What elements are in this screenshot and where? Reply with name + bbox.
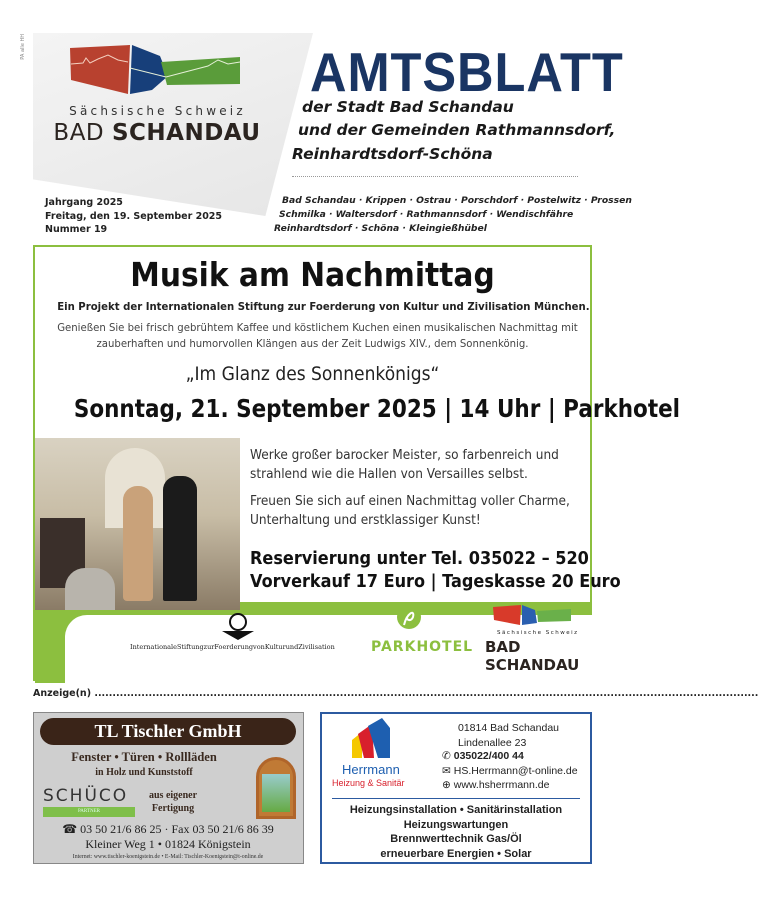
- event-poster: [33, 245, 681, 681]
- herrmann-tagline: Heizung & Sanitär: [332, 778, 405, 788]
- herrmann-street: Lindenallee 23: [458, 736, 527, 749]
- ads-label: Anzeige(n) ........................................................................................................................................................................................: [33, 688, 758, 699]
- page-title: AMTSBLATT: [310, 41, 624, 103]
- town-logo-small: [493, 603, 573, 627]
- schueco-logo: SCHÜCO: [43, 786, 129, 806]
- event-prices: Vorverkauf 17 Euro | Tageskasse 20 Euro: [250, 572, 621, 592]
- tischler-web: Internet: www.tischler-koenigstein.de • E-Mail: Tischler-Koenigstein@t-online.de: [72, 854, 264, 860]
- event-text-1: Werke großer barocker Meister, so farbenreich und strahlend wie die Hallen von Versailles selbst.: [250, 448, 559, 482]
- herrmann-city: 01814 Bad Schandau: [458, 722, 560, 734]
- event-motto: „Im Glanz des Sonnenkönigs“: [185, 363, 440, 385]
- subtitle-line-2: und der Gemeinden Rathmannsdorf,: [298, 121, 616, 139]
- divider: [292, 176, 578, 177]
- schueco-tag: PARTNER: [43, 807, 135, 817]
- ad-herrmann: [320, 712, 592, 864]
- town-region-small: Sächsische Schweiz: [497, 630, 579, 636]
- event-reservation: Reservierung unter Tel. 035022 – 520: [250, 549, 589, 569]
- herrmann-logo: [350, 718, 390, 758]
- logo-region: Sächsische Schweiz: [69, 104, 246, 118]
- herrmann-contact: [458, 721, 559, 750]
- herrmann-name: Herrmann: [342, 762, 400, 777]
- issue-volume: Jahrgang 2025: [45, 197, 123, 208]
- subtitle-line-3: Reinhardtsdorf-Schöna: [292, 145, 493, 163]
- globe-icon: ⊕: [442, 779, 451, 791]
- event-intro-2: zauberhaften und humorvollen Klängen aus der Zeit Ludwigs XIV., dem Sonnenkönig.: [96, 337, 529, 350]
- tischler-products: Fenster • Türen • Rollläden: [71, 750, 217, 764]
- event-project: Ein Projekt der Internationalen Stiftung zur Foerderung von Kultur und Zivilisation München.: [57, 300, 590, 313]
- logo-town: BAD SCHANDAU: [53, 120, 261, 146]
- places-line-3: Reinhardtsdorf · Schöna · Kleingießhübel: [274, 223, 487, 234]
- tischler-address: Kleiner Weg 1 • 01824 Königstein: [85, 837, 251, 851]
- herrmann-email: HS.Herrmann@t-online.de: [453, 764, 578, 777]
- tischler-material: in Holz und Kunststoff: [95, 767, 193, 778]
- issue-info: [45, 196, 222, 237]
- parkhotel-name: PARKHOTEL: [371, 639, 474, 655]
- issue-date: Freitag, den 19. September 2025: [45, 210, 223, 222]
- tischler-name: TL Tischler GmbH: [40, 718, 296, 745]
- phone-icon: ✆: [442, 750, 451, 762]
- foundation-name: InternationaleStiftungzurFoerderungvonKulturundZivilisation: [130, 643, 335, 651]
- foundation-logo: [220, 611, 256, 641]
- sponsor-band: [65, 615, 605, 683]
- places-line-1: Bad Schandau · Krippen · Ostrau · Porschdorf · Postelwitz · Prossen: [282, 195, 632, 206]
- concert-photo: [35, 438, 240, 610]
- issue-number: Nummer 19: [45, 224, 108, 235]
- town-name-small: BAD SCHANDAU: [485, 638, 580, 674]
- window-image: [256, 757, 296, 819]
- tischler-phone: ☎ 03 50 21/6 86 25 · Fax 03 50 21/6 86 39: [62, 822, 274, 836]
- event-text-2: Freuen Sie sich auf einen Nachmittag voller Charme, Unterhaltung und erstklassiger Kunst!: [250, 494, 570, 528]
- tischler-own: aus eigener Fertigung: [149, 790, 198, 814]
- bad-schandau-logo: [68, 44, 243, 98]
- places-line-2: Schmilka · Waltersdorf · Rathmannsdorf · Wendischfähre: [279, 209, 574, 220]
- herrmann-web: www.hsherrmann.de: [453, 779, 550, 791]
- herrmann-phone: 035022/400 44: [453, 750, 524, 762]
- event-when: Sonntag, 21. September 2025 | 14 Uhr | Parkhotel: [73, 394, 681, 423]
- subtitle-line-1: der Stadt Bad Schandau: [302, 98, 514, 116]
- event-title: Musik am Nachmittag: [130, 255, 495, 294]
- herrmann-divider: [332, 798, 580, 799]
- mail-icon: ✉: [442, 764, 451, 777]
- event-intro-1: Genießen Sie bei frisch gebrühtem Kaffee und köstlichem Kuchen einen musikalischen Nachmittag mit: [57, 321, 578, 334]
- herrmann-services: Heizungsinstallation • Sanitärinstallation Heizungswartungen Brennwerttechnik Gas/Öl erneuerbare Energien • Solar: [349, 804, 563, 860]
- parkhotel-logo: [395, 603, 423, 631]
- side-code: PA alle HH: [20, 34, 26, 60]
- ad-tischler: [33, 712, 304, 864]
